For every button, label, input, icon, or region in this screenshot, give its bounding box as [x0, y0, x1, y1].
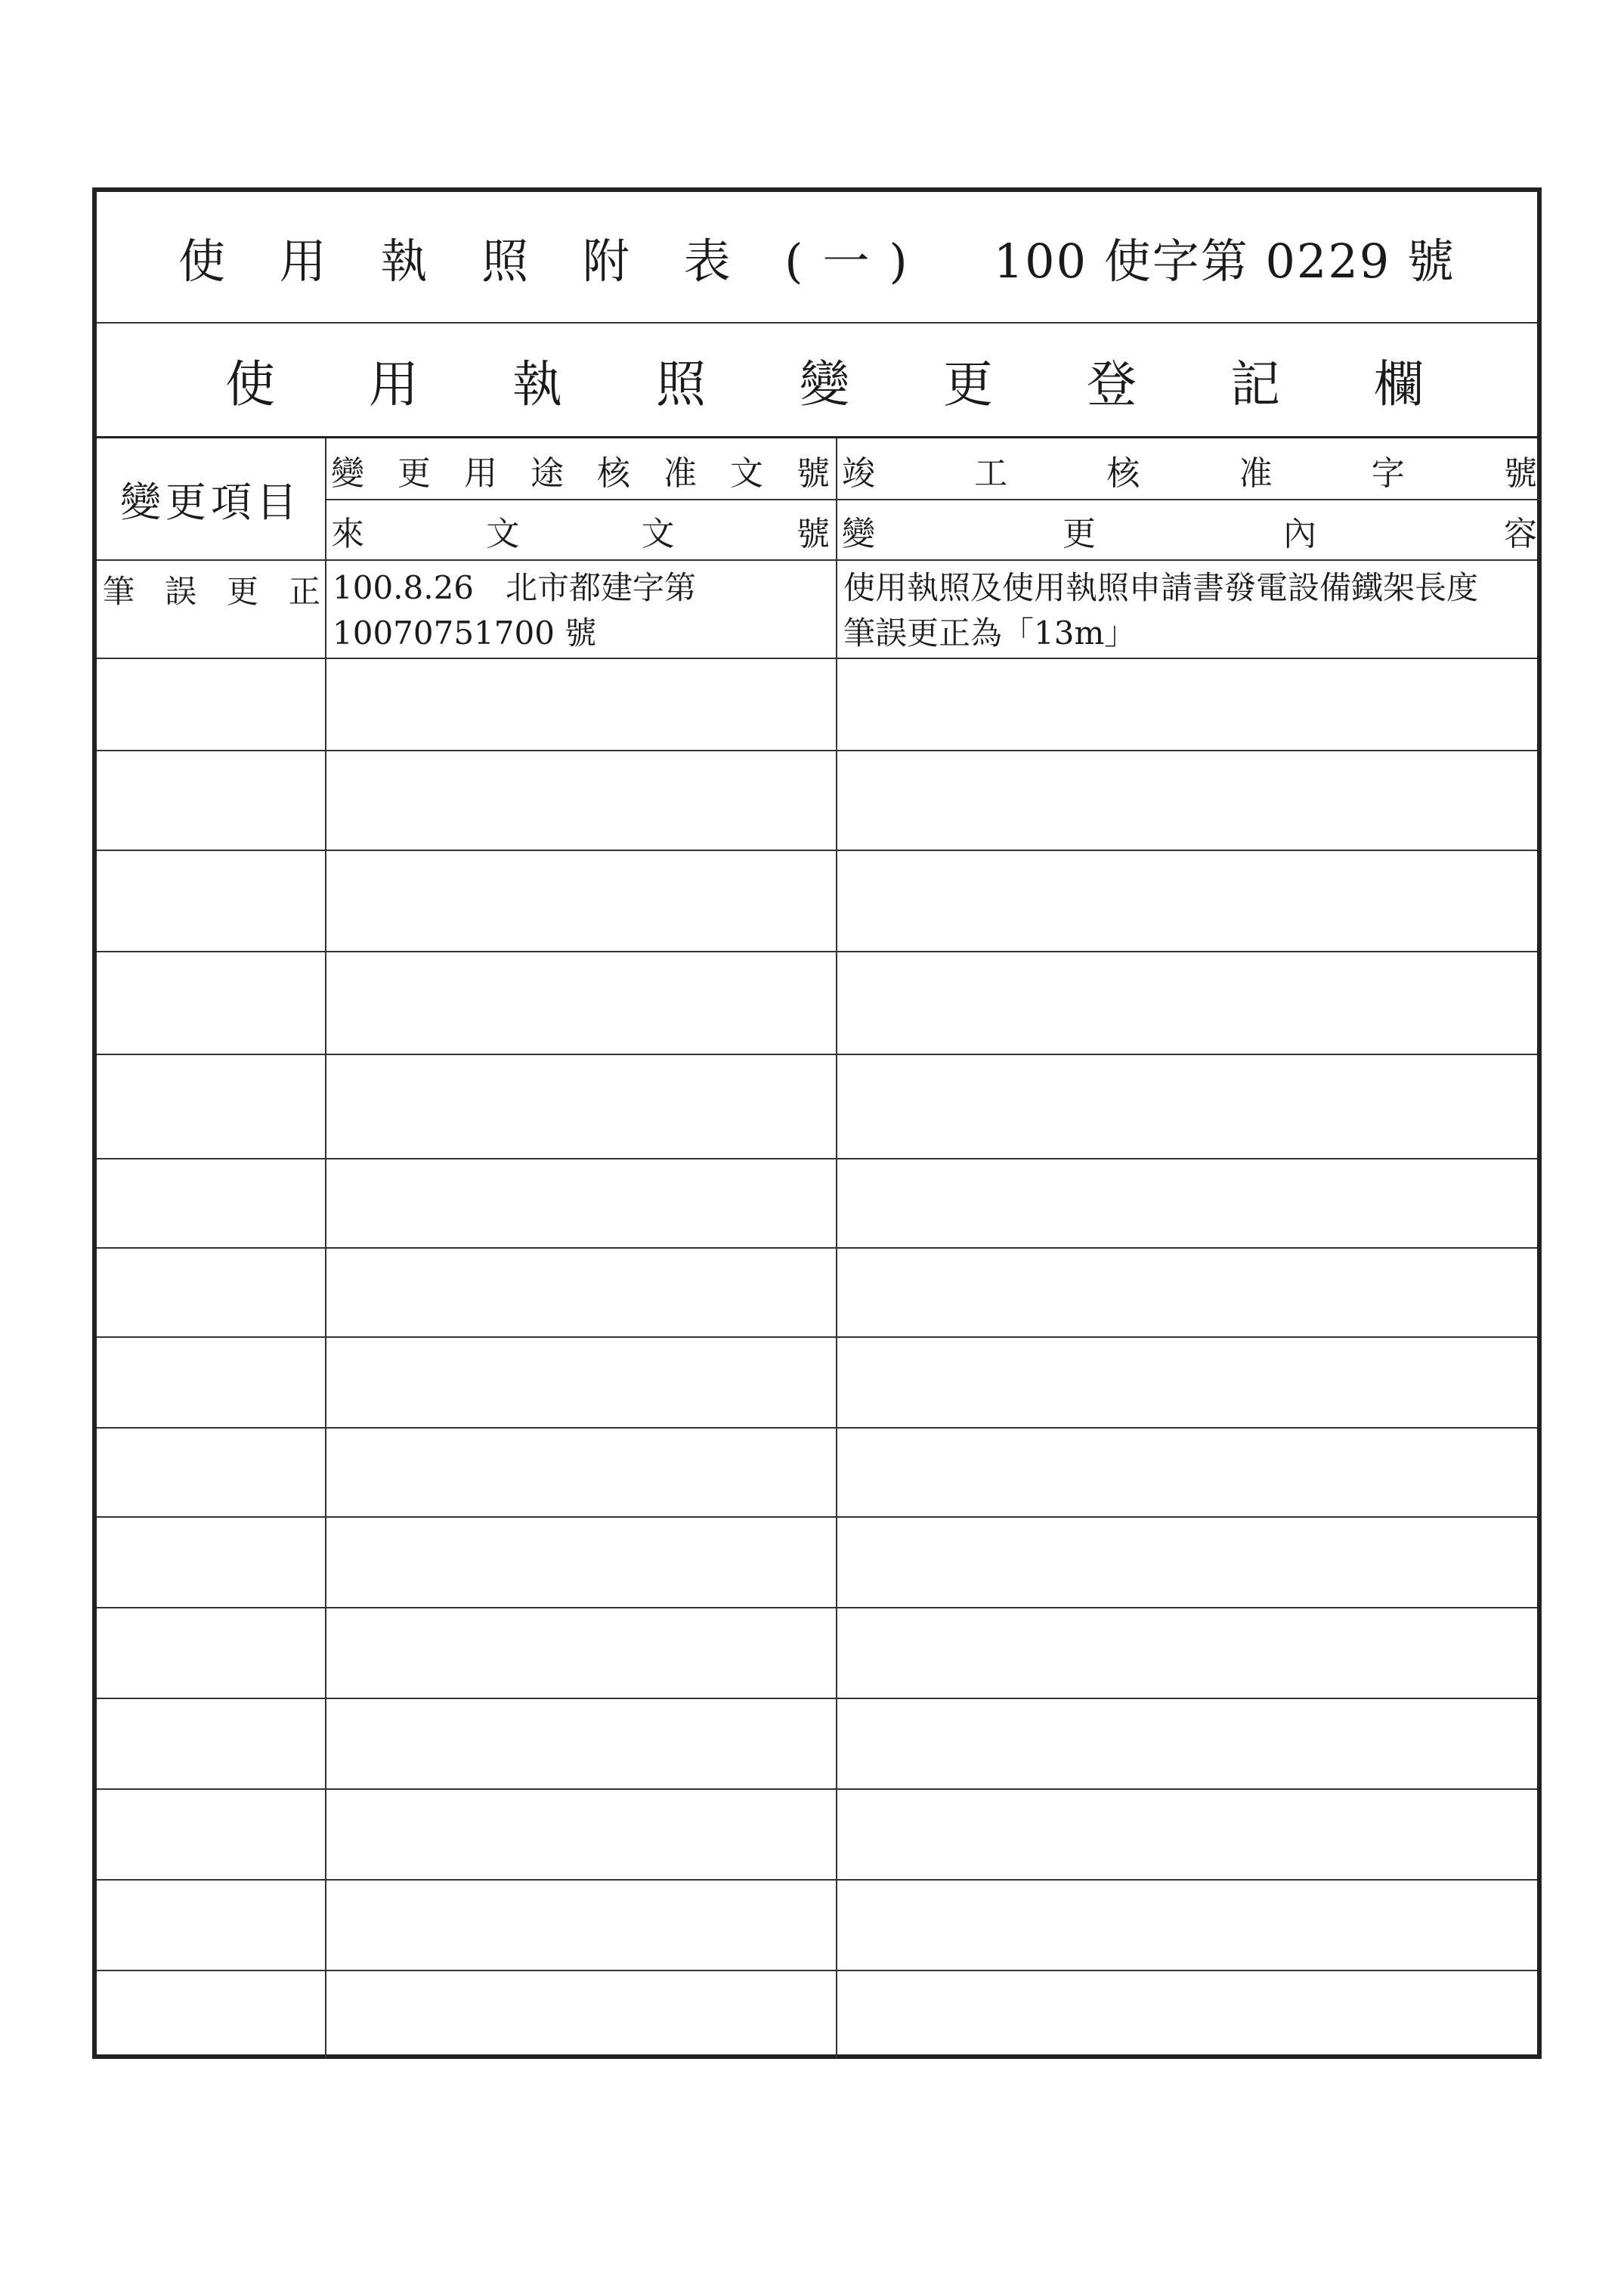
row-doc-line1: 100.8.26 北市都建字第: [333, 569, 697, 606]
header-char: 文: [641, 515, 675, 553]
row-content-line1: 使用執照及使用執照申請書發電設備鐵架長度: [843, 569, 1479, 606]
header-char: 途: [531, 454, 564, 493]
row-divider: [97, 1879, 1537, 1881]
header-char: 更: [1063, 515, 1096, 553]
header-approval-doc-no: [331, 446, 830, 491]
subtitle-char: 使: [225, 355, 275, 413]
subtitle-char: 記: [1230, 355, 1280, 413]
row-doc-line2: 10070751700 號: [333, 615, 597, 652]
license-number: 100 使字第 0229 號: [993, 233, 1455, 289]
header-char: 竣: [842, 454, 875, 493]
header-char: 號: [1503, 454, 1537, 493]
subtitle-char: 用: [369, 355, 419, 413]
header-char: 工: [974, 454, 1008, 493]
row-divider: [97, 1516, 1537, 1518]
row-divider: [97, 1607, 1537, 1608]
subtitle-char: 登: [1087, 355, 1137, 413]
header-divider: [325, 499, 1542, 500]
header-char: 變: [331, 454, 364, 493]
title-label: 使 用 執 照 附 表 (一): [178, 233, 927, 289]
header-completion-no: [842, 446, 1537, 491]
subtitle-char: 變: [800, 355, 849, 413]
page-title: [97, 192, 1537, 324]
column-divider: [836, 438, 837, 2059]
header-char: 內: [1283, 515, 1316, 553]
header-char: 文: [730, 454, 763, 493]
column-divider: [325, 438, 326, 2059]
row-divider: [97, 1427, 1537, 1429]
section-heading: [97, 324, 1537, 438]
header-char: 文: [486, 515, 520, 553]
header-char: 准: [1239, 454, 1273, 493]
row-divider: [97, 951, 1537, 952]
header-char: 容: [1504, 515, 1537, 553]
row-divider: [97, 1247, 1537, 1249]
row-divider: [97, 850, 1537, 851]
header-char: 變: [842, 515, 875, 553]
subtitle-char: 照: [656, 355, 706, 413]
row-content-line2: 筆誤更正為「13m」: [843, 615, 1137, 652]
subtitle-char: 執: [512, 355, 562, 413]
header-char: 來: [331, 515, 364, 553]
row-divider: [97, 1788, 1537, 1790]
header-char: 號: [796, 515, 830, 553]
row-divider: [97, 1336, 1537, 1338]
header-char: 准: [664, 454, 697, 493]
header-change-item: 變更項目: [120, 478, 302, 526]
row-item-char: 誤: [164, 573, 196, 610]
license-attachment-table: [92, 187, 1542, 2059]
header-char: 用: [464, 454, 497, 493]
row-divider: [97, 1054, 1537, 1055]
row-divider: [97, 658, 1537, 659]
header-incoming-doc-no: [331, 506, 830, 552]
row-divider: [97, 1158, 1537, 1159]
row-divider: [97, 750, 1537, 751]
row-item-char: 筆: [103, 573, 135, 610]
header-char: 字: [1371, 454, 1405, 493]
subtitle-char: 欄: [1374, 355, 1424, 413]
header-char: 更: [397, 454, 431, 493]
row-divider: [97, 1970, 1537, 1971]
header-change-content: [842, 506, 1537, 552]
row-divider: [97, 1698, 1537, 1699]
row-item-char: 更: [226, 573, 258, 610]
header-bottom-line: [97, 559, 1537, 561]
header-char: 核: [597, 454, 630, 493]
row-item-char: 正: [288, 573, 320, 610]
row-item: [103, 567, 320, 612]
subtitle-char: 更: [943, 355, 993, 413]
header-char: 核: [1106, 454, 1140, 493]
header-char: 號: [797, 454, 830, 493]
